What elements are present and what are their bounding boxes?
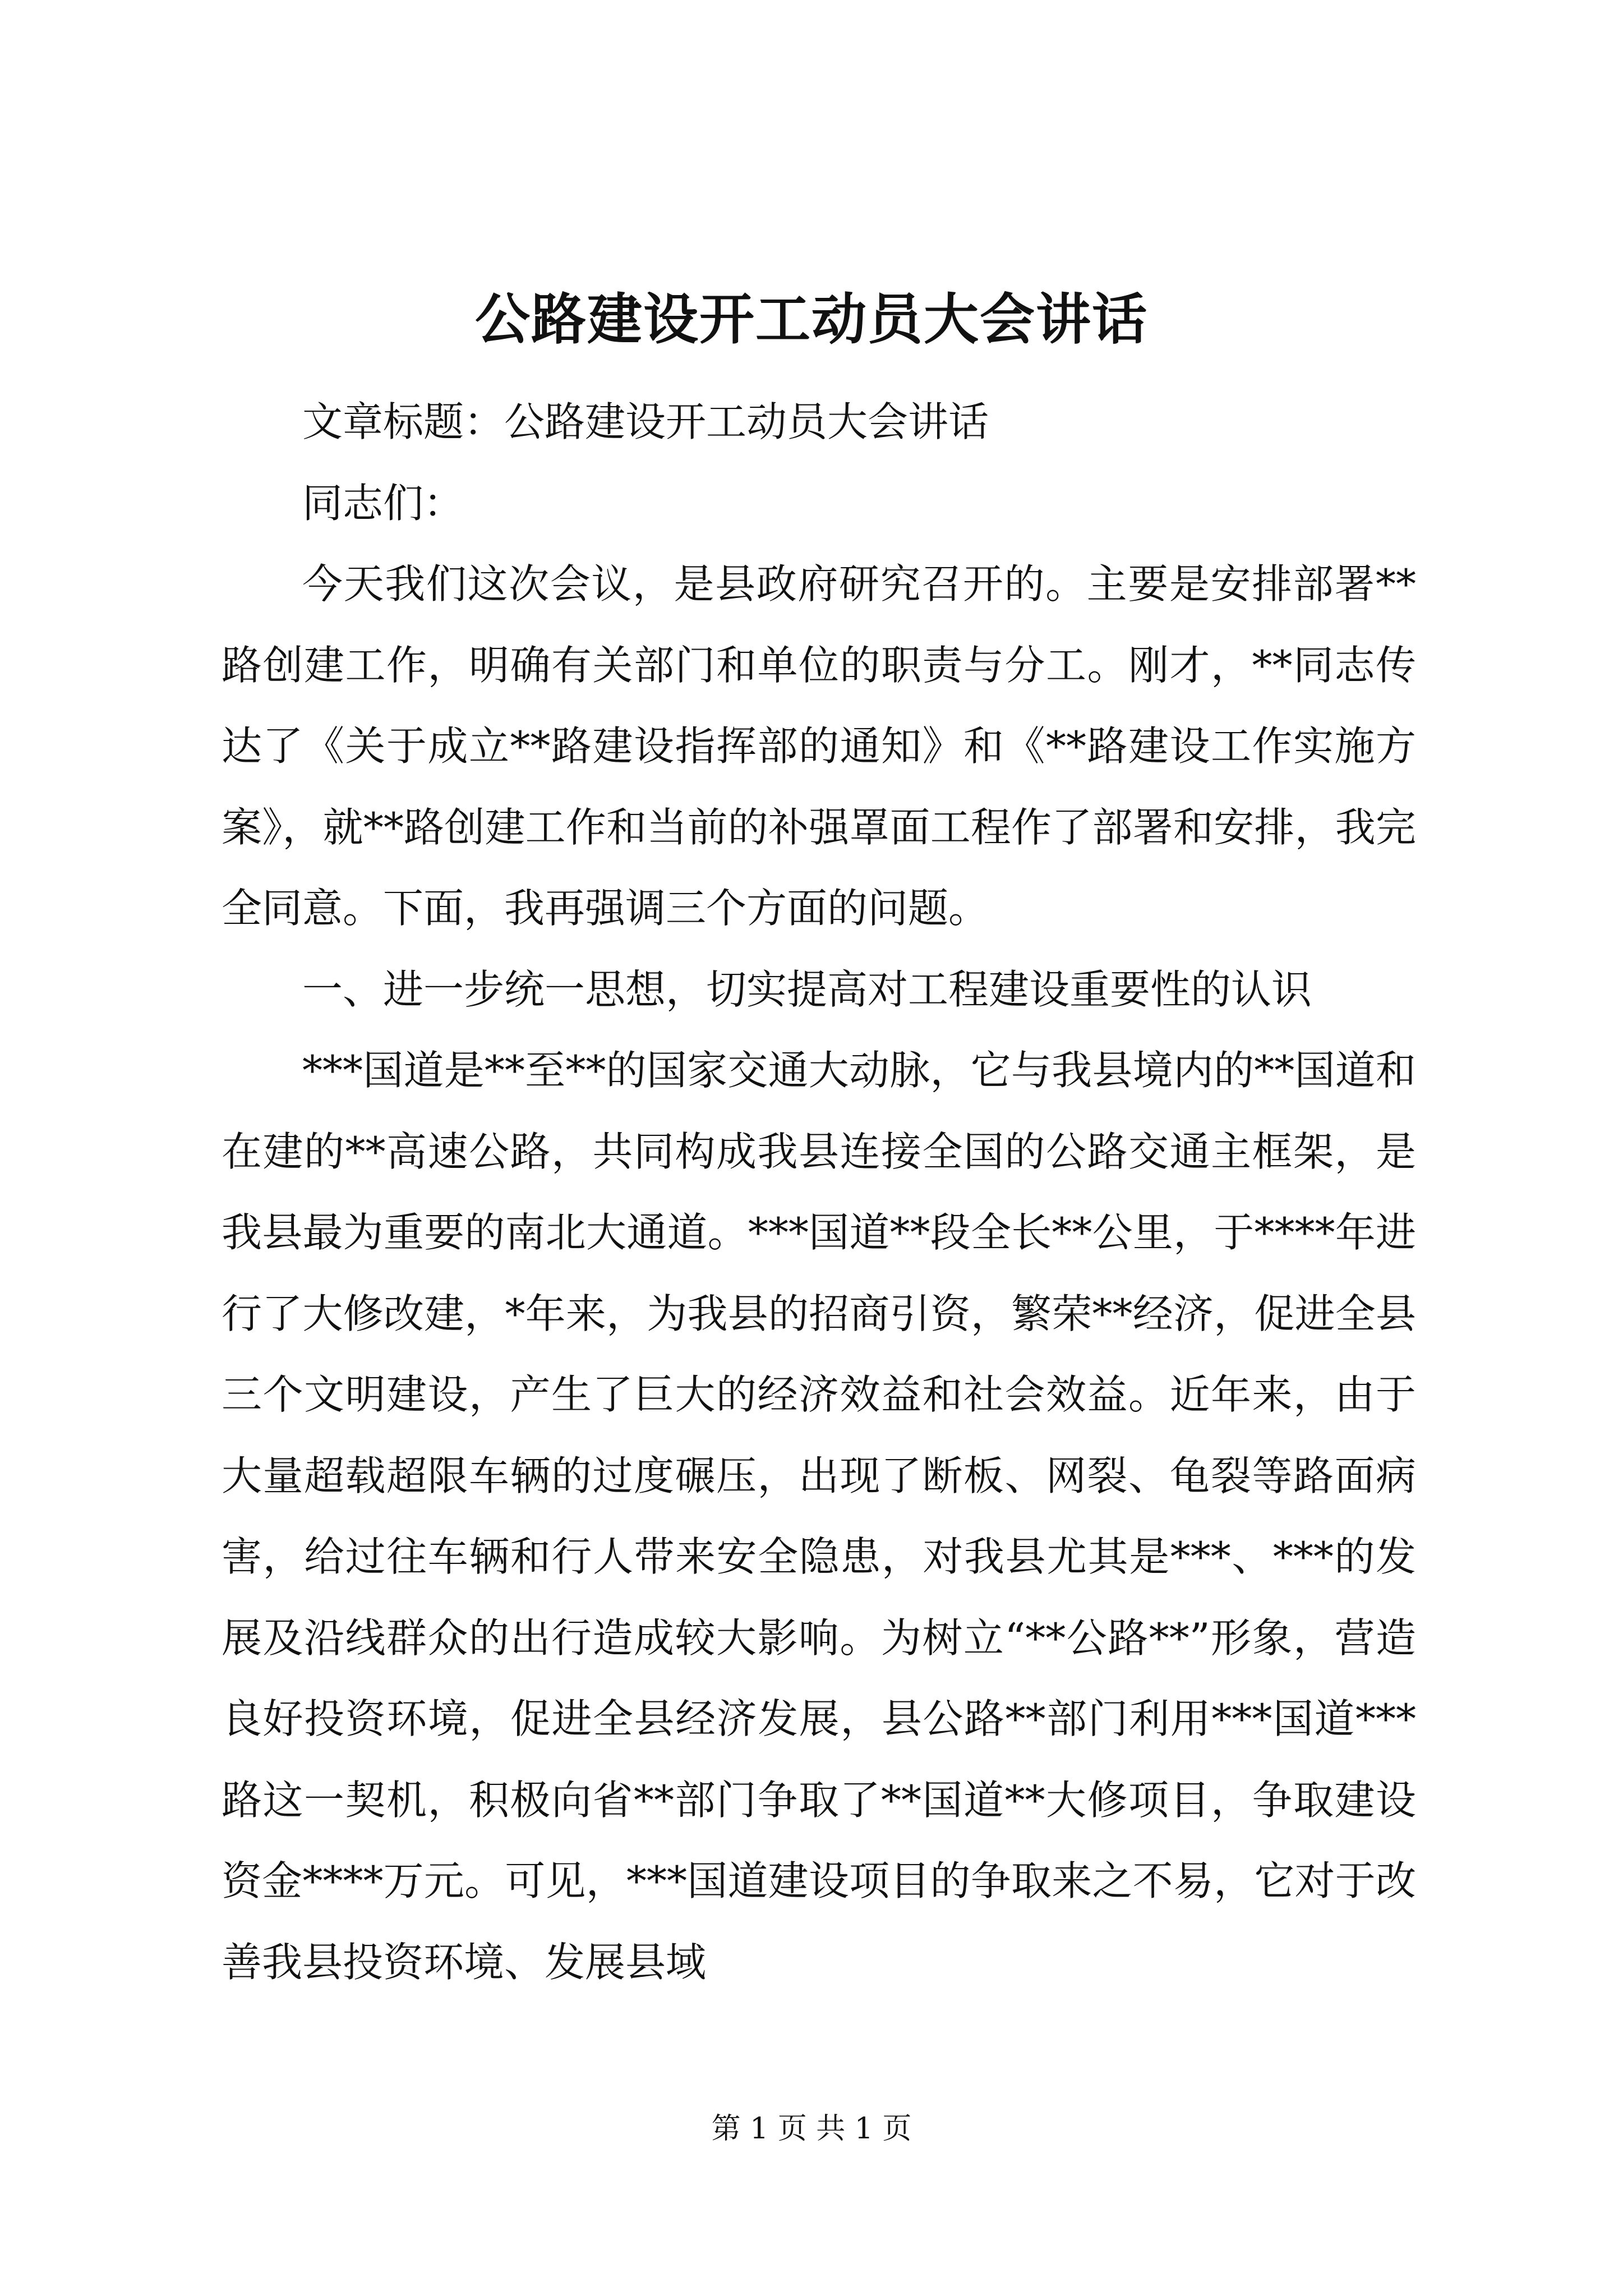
salutation: 同志们：: [302, 479, 464, 527]
document-body: [222, 381, 1416, 2003]
document-title: 公路建设开工动员大会讲话: [474, 287, 1148, 352]
body-paragraph: ***国道是**至**的国家交通大动脉，它与我县境内的**国道和在建的**高速公路，共同构成我县连接全国的公路交通主框架，是我县最为重要的南北大通道。***国道**段全长**公里，于****年进行了大修改建，*年来，为我县的招商引资，繁荣**经济，促进全县三个文明建设，产生了巨大的经济效益和社会效益。近年来，由于大量超载超限车辆的过度碾压，出现了断板、网裂、龟裂等路面病害，给过往车辆和行人带来安全隐患，对我县尤其是***、***的发展及沿线群众的出行造成较大影响。为树立“**公路**”形象，营造良好投资环境，促进全县经济发展，县公路**部门利用***国道***路这一契机，积极向省**部门争取了**国道**大修项目，争取建设资金****万元。可见，***国道建设项目的争取来之不易，它对于改善我县投资环境、发展县域: [222, 1047, 1416, 1986]
body-paragraph: 今天我们这次会议，是县政府研究召开的。主要是安排部署**路创建工作，明确有关部门和单位的职责与分工。刚才，**同志传达了《关于成立**路建设指挥部的通知》和《**路建设工作实施方案》，就**路创建工作和当前的补强罩面工程作了部署和安排，我完全同意。下面，我再强调三个方面的问题。: [222, 560, 1416, 932]
article-title-line: 文章标题：公路建设开工动员大会讲话: [302, 398, 989, 445]
page-number-footer: 第 1 页 共 1 页: [711, 2112, 912, 2146]
section-heading: 一、进一步统一思想，切实提高对工程建设重要性的认识: [302, 965, 1312, 1013]
